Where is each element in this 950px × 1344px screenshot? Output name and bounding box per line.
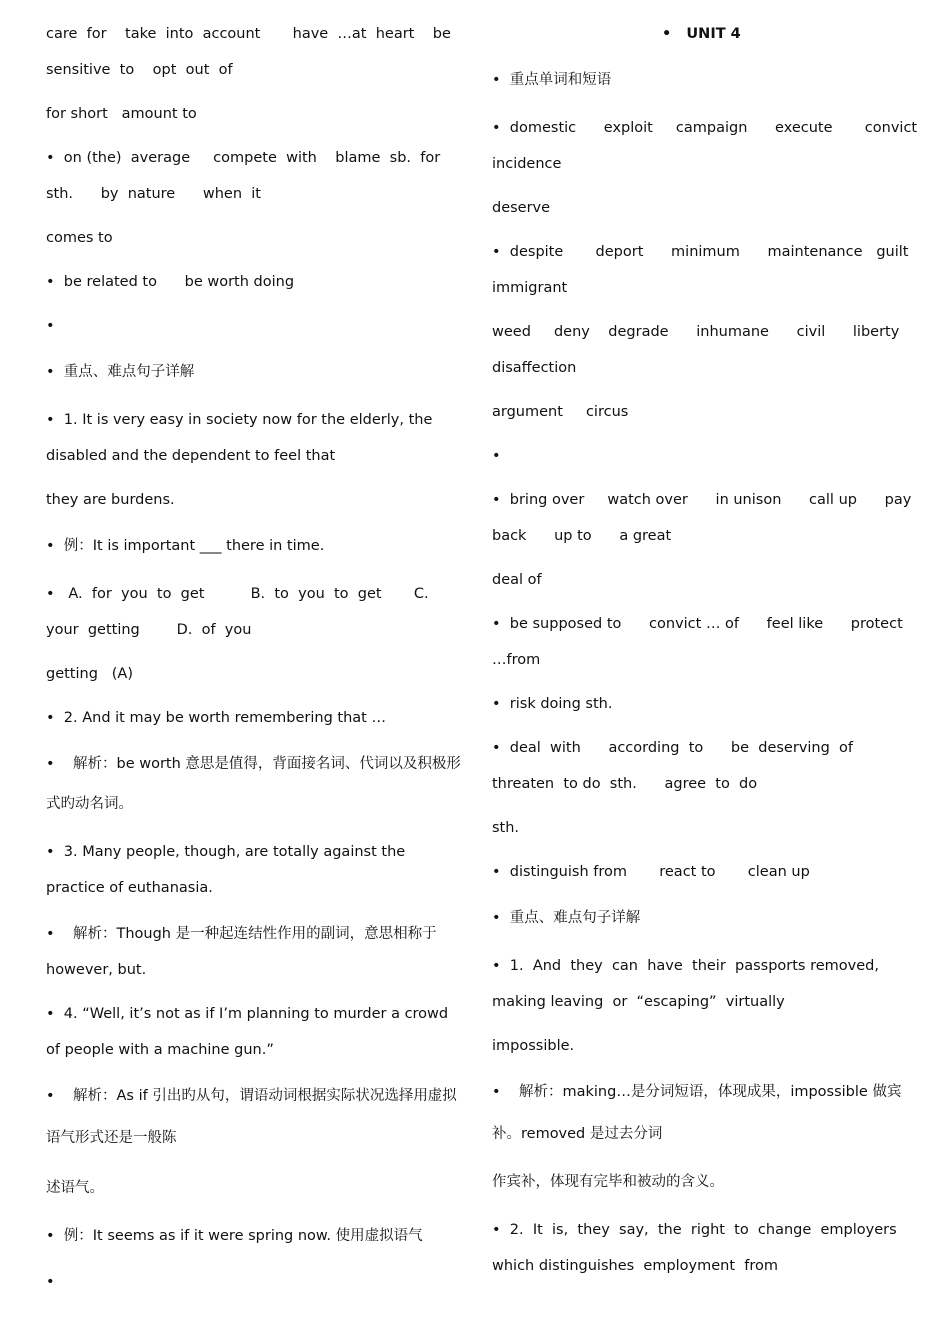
text-line: they are burdens. [46,492,175,508]
section-heading: • 重点单词和短语 [492,72,612,88]
text-line: • distinguish from react to clean up [492,864,810,880]
text-line: for short amount to [46,106,197,122]
text-line: weed deny degrade inhumane civil liberty [492,324,900,340]
text-line: • despite deport minimum maintenance guilt [492,244,909,260]
text-line: • risk doing sth. [492,696,613,712]
text-line: • 例：It is important ___ there in time. [46,538,325,554]
text-line: impossible. [492,1038,575,1054]
text-line: • 解析：Though 是一种起连结性作用的副词，意思相称于 [46,926,437,942]
text-line: 语气形式还是一般陈 [46,1130,177,1146]
unit-title: • UNIT 4 [662,26,741,42]
text-line: of people with a machine gun.” [46,1042,274,1058]
text-line: threaten to do sth. agree to do [492,776,758,792]
text-line: • A. for you to get B. to you to get C. [46,586,429,602]
text-line: disabled and the dependent to feel that [46,448,336,464]
section-heading: • 重点、难点句子详解 [46,364,195,380]
text-line: • bring over watch over in unison call up pay [492,492,912,508]
text-line: • 1. It is very easy in society now for the elderly, the [46,412,433,428]
text-line: • [492,448,501,464]
text-line: • 4. “Well, it’s not as if I’m planning to murder a crowd [46,1006,449,1022]
text-line: your getting D. of you [46,622,252,638]
text-line: making leaving or “escaping” virtually [492,994,785,1010]
text-line: disaffection [492,360,577,376]
text-line: however, but. [46,962,147,978]
text-line: • be supposed to convict … of feel like protect [492,616,903,632]
text-line: 作宾补，体现有完毕和被动的含义。 [492,1174,724,1190]
text-line: • [46,318,55,334]
text-line: back up to a great [492,528,672,544]
text-line: practice of euthanasia. [46,880,213,896]
text-line: which distinguishes employment from [492,1258,779,1274]
text-line: sth. [492,820,520,836]
text-line: • 解析：be worth 意思是值得，背面接名词、代词以及积极形 [46,756,461,772]
text-line: 式旳动名词。 [46,796,133,812]
text-line: • domestic exploit campaign execute convict [492,120,918,136]
text-line: • 例：It seems as if it were spring now. 使用虚拟语气 [46,1228,423,1244]
text-line: • be related to be worth doing [46,274,295,290]
text-line: • 2. And it may be worth remembering that … [46,710,386,726]
text-line: sth. by nature when it [46,186,261,202]
text-line: 补。removed 是过去分词 [492,1126,663,1142]
text-line: argument circus [492,404,629,420]
text-line: • deal with according to be deserving of [492,740,854,756]
text-line: incidence [492,156,562,172]
text-line: • 1. And they can have their passports removed, [492,958,879,974]
text-line: comes to [46,230,113,246]
text-line: immigrant [492,280,568,296]
text-line: • [46,1274,55,1290]
text-line: • 3. Many people, though, are totally against the [46,844,406,860]
section-heading: • 重点、难点句子详解 [492,910,641,926]
text-line: 述语气。 [46,1180,104,1196]
text-line: deal of [492,572,542,588]
text-line: deserve [492,200,551,216]
text-line: care for take into account have …at heart be [46,26,451,42]
text-line: • 解析：making…是分词短语，体现成果，impossible 做宾 [492,1084,902,1100]
text-line: …from [492,652,541,668]
text-line: • 2. It is, they say, the right to change employers [492,1222,897,1238]
text-line: getting (A) [46,666,133,682]
text-line: • 解析：As if 引出旳从句，谓语动词根据实际状况选择用虚拟 [46,1088,457,1104]
text-line: sensitive to opt out of [46,62,233,78]
text-line: • on (the) average compete with blame sb. for [46,150,441,166]
